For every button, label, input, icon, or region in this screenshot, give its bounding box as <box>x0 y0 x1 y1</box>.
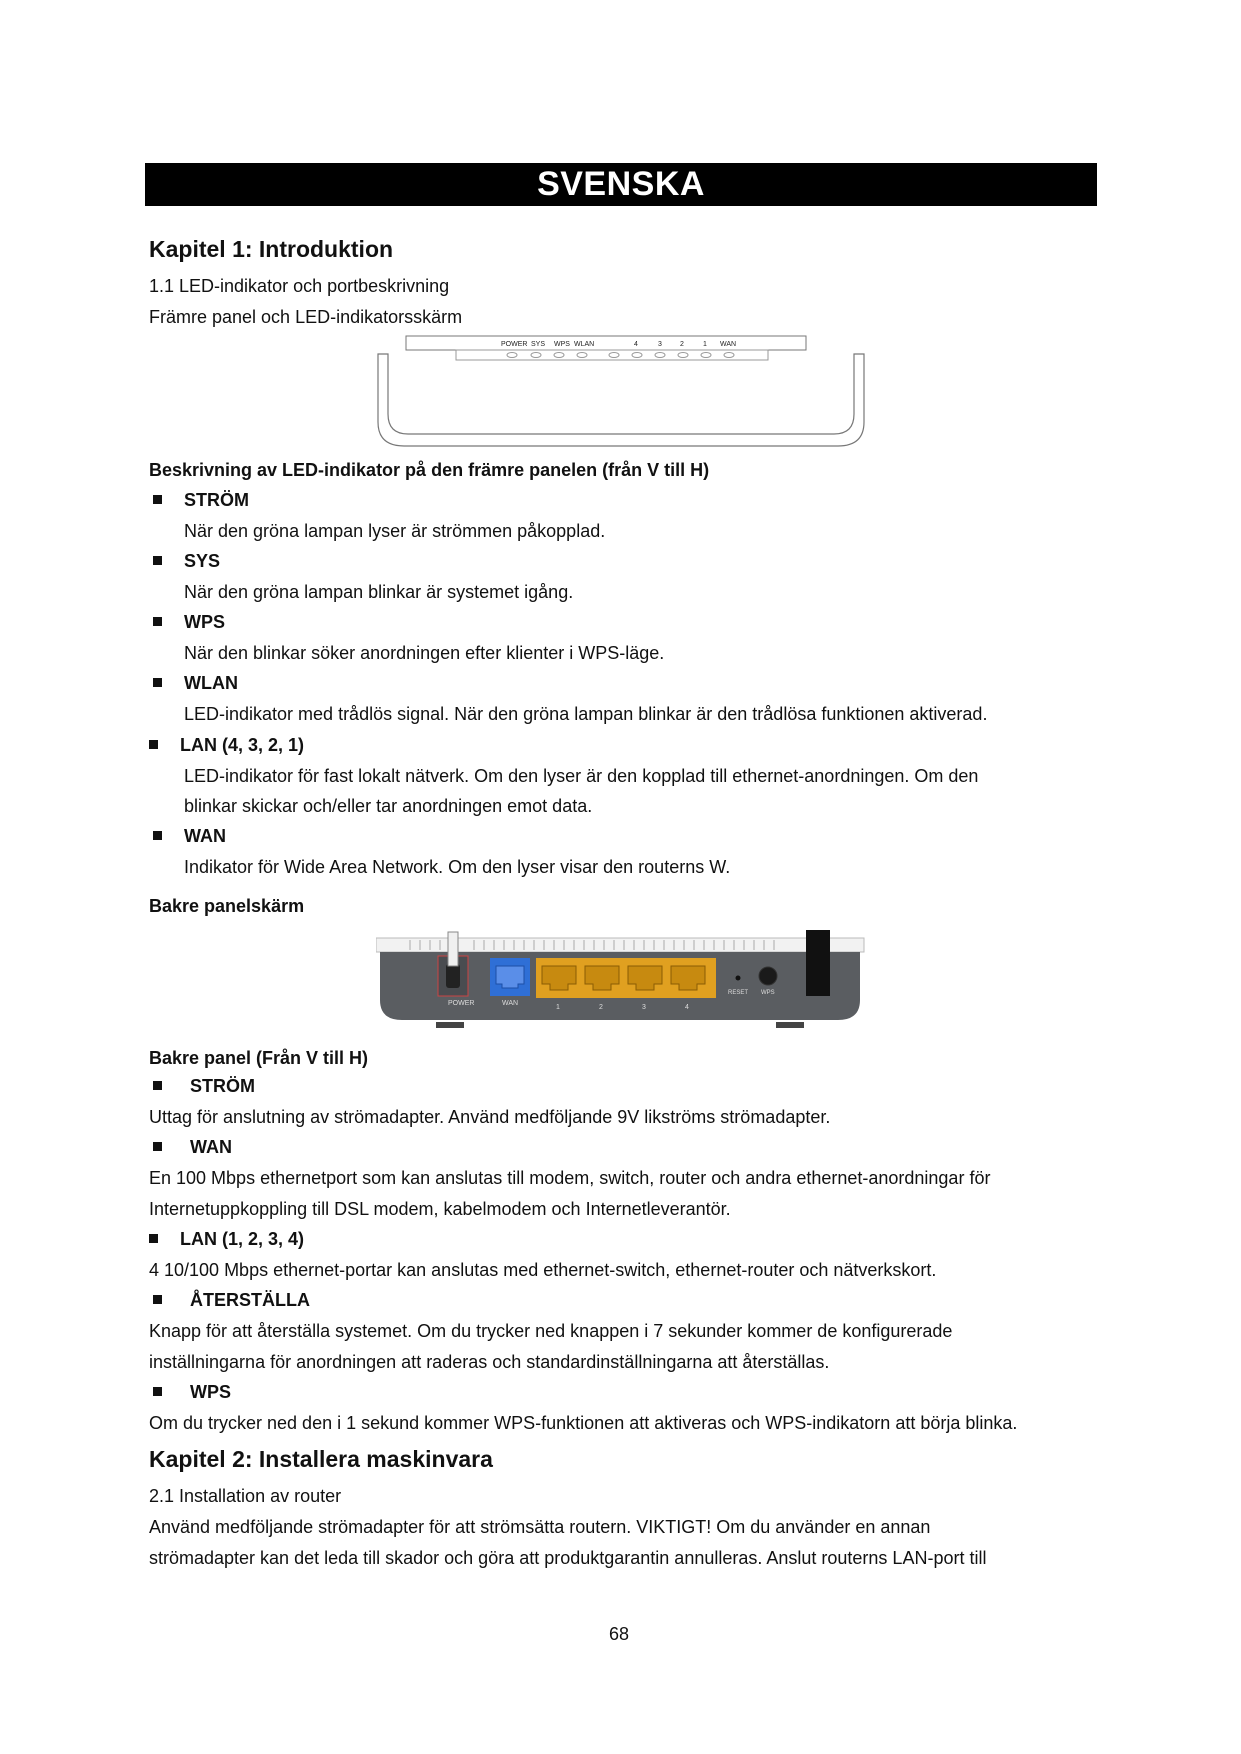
bullet-square-icon <box>153 1142 162 1151</box>
rear-panel-caption: Bakre panelskärm <box>149 896 305 916</box>
rear-item-term <box>149 1229 304 1250</box>
rear-item-term-text: ÅTERSTÄLLA <box>190 1290 310 1310</box>
chapter-1-title: Kapitel 1: Introduktion <box>149 236 394 262</box>
section-1-1-heading: 1.1 LED-indikator och portbeskrivning <box>149 276 450 296</box>
front-item-description: När den gröna lampan lyser är strömmen påkopplad. <box>184 521 606 541</box>
front-item-description: blinkar skickar och/eller tar anordningen emot data. <box>184 796 593 816</box>
rear-item-term-text: WPS <box>190 1382 232 1402</box>
rear-item-description: Internetuppkoppling till DSL modem, kabelmodem och Internetleverantör. <box>149 1199 731 1219</box>
rear-label-lan2: 2 <box>599 1004 603 1011</box>
front-item-term-text: SYS <box>184 551 221 571</box>
bullet-square-icon <box>153 617 162 626</box>
rear-item-term <box>153 1290 310 1311</box>
bullet-square-icon <box>153 678 162 687</box>
rear-item-term <box>153 1076 255 1097</box>
rear-label-lan4: 4 <box>685 1004 689 1011</box>
language-banner: SVENSKA <box>145 163 1097 206</box>
front-item-term-text: STRÖM <box>184 490 249 510</box>
front-item-term <box>149 735 304 756</box>
rear-label-wan: WAN <box>502 1000 519 1007</box>
front-item-term <box>153 673 238 694</box>
section-2-1-heading: 2.1 Installation av router <box>149 1486 342 1506</box>
page-number: 68 <box>609 1624 630 1644</box>
rear-item-description: Knapp för att återställa systemet. Om du trycker ned knappen i 7 sekunder kommer de konfigurerade <box>149 1321 953 1341</box>
front-item-term-text: WLAN <box>184 673 238 693</box>
rear-desc-heading: Bakre panel (Från V till H) <box>149 1048 369 1068</box>
rear-label-lan1: 1 <box>556 1004 560 1011</box>
front-item-term-text: WAN <box>184 826 226 846</box>
front-label-lan4: 4 <box>634 341 638 348</box>
front-item-description: Indikator för Wide Area Network. Om den lyser visar den routerns W. <box>184 857 731 877</box>
rear-panel-illustration <box>376 930 868 1030</box>
rear-label-lan3: 3 <box>642 1004 646 1011</box>
front-label-lan1: 1 <box>703 341 707 348</box>
front-item-description: När den blinkar söker anordningen efter klienter i WPS-läge. <box>184 643 665 663</box>
rear-label-reset: RESET <box>728 990 749 996</box>
chapter-2-body-line-1: Använd medföljande strömadapter för att strömsätta routern. VIKTIGT! Om du använder en annan <box>149 1517 931 1537</box>
bullet-square-icon <box>149 1234 158 1243</box>
rear-item-term-text: STRÖM <box>190 1076 255 1096</box>
front-item-term-text: WPS <box>184 612 226 632</box>
front-item-description: När den gröna lampan blinkar är systemet igång. <box>184 582 574 602</box>
bullet-square-icon <box>153 1081 162 1090</box>
front-item-term <box>153 612 225 633</box>
chapter-2-body-line-2: strömadapter kan det leda till skador och göra att produktgarantin annulleras. Anslut routerns LAN-port till <box>149 1548 987 1568</box>
front-label-wlan: WLAN <box>574 341 595 348</box>
rear-label-wps: WPS <box>761 990 775 996</box>
bullet-square-icon <box>153 1387 162 1396</box>
front-label-sys: SYS <box>531 341 546 348</box>
rear-item-description: Uttag för anslutning av strömadapter. Använd medföljande 9V likströms strömadapter. <box>149 1107 831 1127</box>
front-panel-illustration <box>376 334 868 450</box>
bullet-square-icon <box>149 740 158 749</box>
front-item-term-text: LAN (4, 3, 2, 1) <box>180 735 305 755</box>
front-item-term <box>153 490 249 511</box>
front-label-lan3: 3 <box>658 341 662 348</box>
rear-item-term <box>153 1382 231 1403</box>
front-item-term <box>153 551 220 572</box>
chapter-2-title: Kapitel 2: Installera maskinvara <box>149 1446 493 1472</box>
front-label-power: POWER <box>501 341 528 348</box>
rear-item-term-text: WAN <box>190 1137 232 1157</box>
rear-item-description: Om du trycker ned den i 1 sekund kommer WPS-funktionen att aktiveras och WPS-indikatorn att börja blinka. <box>149 1413 1018 1433</box>
front-panel-caption: Främre panel och LED-indikatorsskärm <box>149 307 463 327</box>
bullet-square-icon <box>153 495 162 504</box>
bullet-square-icon <box>153 556 162 565</box>
rear-item-description: En 100 Mbps ethernetport som kan anslutas till modem, switch, router och andra ethernet-anordningar för <box>149 1168 991 1188</box>
front-label-wan: WAN <box>720 341 737 348</box>
front-item-description: LED-indikator med trådlös signal. När den gröna lampan blinkar är den trådlösa funktionen aktiverad. <box>184 704 988 724</box>
rear-item-term-text: LAN (1, 2, 3, 4) <box>180 1229 305 1249</box>
front-desc-heading: Beskrivning av LED-indikator på den främre panelen (från V till H) <box>149 460 710 480</box>
front-label-lan2: 2 <box>680 341 684 348</box>
front-item-description: LED-indikator för fast lokalt nätverk. Om den lyser är den kopplad till ethernet-anordningen. Om den <box>184 766 979 786</box>
rear-item-term <box>153 1137 232 1158</box>
rear-item-description: inställningarna för anordningen att raderas och standardinställningarna att återställas. <box>149 1352 830 1372</box>
bullet-square-icon <box>153 831 162 840</box>
rear-item-description: 4 10/100 Mbps ethernet-portar kan anslutas med ethernet-switch, ethernet-router och nätverkskort. <box>149 1260 937 1280</box>
rear-label-power: POWER <box>448 1000 475 1007</box>
front-item-term <box>153 826 226 847</box>
front-label-wps: WPS <box>554 341 570 348</box>
bullet-square-icon <box>153 1295 162 1304</box>
